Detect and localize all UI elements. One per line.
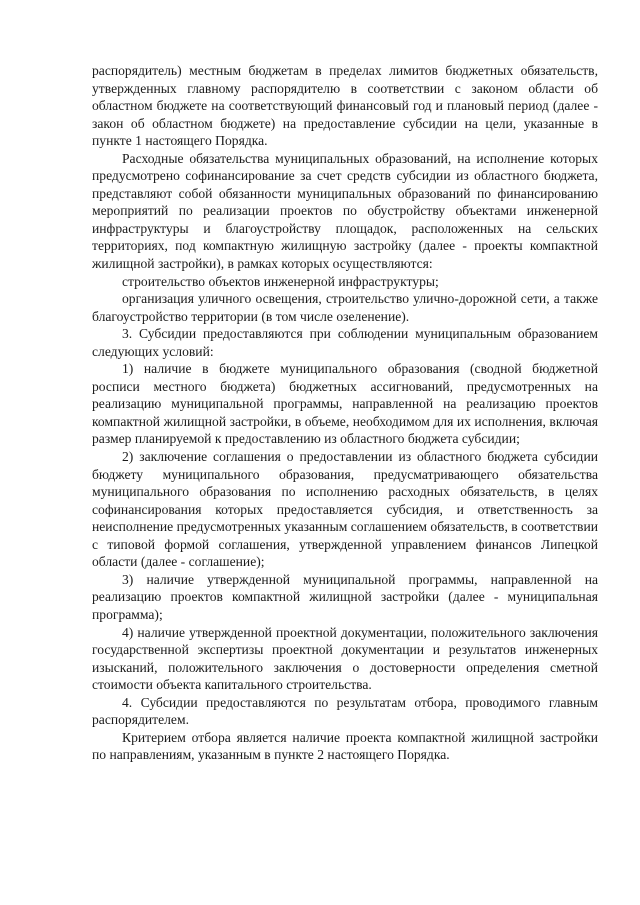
paragraph-condition-4: 4) наличие утвержденной проектной документации, положительного заключения государственной экспертизы проектной документации и результатов инженерных изысканий, положительного заключения о достоверности определения сметной стоимости объекта капитального строительства.: [92, 624, 598, 693]
paragraph-expense-obligations: Расходные обязательства муниципальных образований, на исполнение которых предусмотрено софинансирование за счет средств субсидии из областного бюджета, представляют собой обязанности муниципальных образований по финансированию мероприятий по реализации проектов по обустройству объектами инженерной инфраструктуры и благоустройству площадок, расположенных на сельских территориях, под компактную жилищную застройку (далее - проекты компактной жилищной застройки), в рамках которых осуществляются:: [92, 150, 598, 272]
paragraph-continuation: распорядитель) местным бюджетам в пределах лимитов бюджетных обязательств, утвержденных главному распорядителю в соответствии с законом области об областном бюджете на соответствующий финансовый год и плановый период (далее - закон об областном бюджете) на предоставление субсидии на цели, указанные в пункте 1 настоящего Порядка.: [92, 63, 598, 149]
paragraph-street-lighting: организация уличного освещения, строительство улично-дорожной сети, а также благоустройство территории (в том числе озеленение).: [92, 291, 598, 324]
document-page: [92, 62, 598, 764]
paragraph-condition-3: 3) наличие утвержденной муниципальной программы, направленной на реализацию проектов компактной жилищной застройки (далее - муниципальная программа);: [92, 571, 598, 622]
paragraph-engineering-construction: строительство объектов инженерной инфраструктуры;: [122, 273, 439, 289]
paragraph-item-4: 4. Субсидии предоставляются по результатам отбора, проводимого главным распорядителем.: [92, 694, 598, 728]
paragraph-selection-criterion: Критерием отбора является наличие проекта компактной жилищной застройки по направлениям, указанным в пункте 2 настоящего Порядка.: [92, 729, 598, 763]
paragraph-item-3: 3. Субсидии предоставляются при соблюдении муниципальным образованием следующих условий:: [92, 326, 598, 359]
paragraph-condition-1: 1) наличие в бюджете муниципального образования (сводной бюджетной росписи местного бюджета) бюджетных ассигнований, предусмотренных на реализацию муниципальной программы, направленной на реализацию проектов компактной жилищной застройки, в объеме, необходимом для их исполнения, включая размер планируемой к предоставлению из областного бюджета субсидии;: [92, 361, 598, 447]
paragraph-condition-2: 2) заключение соглашения о предоставлении из областного бюджета субсидии бюджету муниципального образования, предусматривающего обязательства муниципального образования по исполнению расходных обязательств, в целях софинансирования которых предоставляется субсидия, и ответственность за неисполнение предусмотренных указанным соглашением обязательств, в соответствии с типовой формой соглашения, утвержденной управлением финансов Липецкой области (далее - соглашение);: [92, 449, 598, 570]
